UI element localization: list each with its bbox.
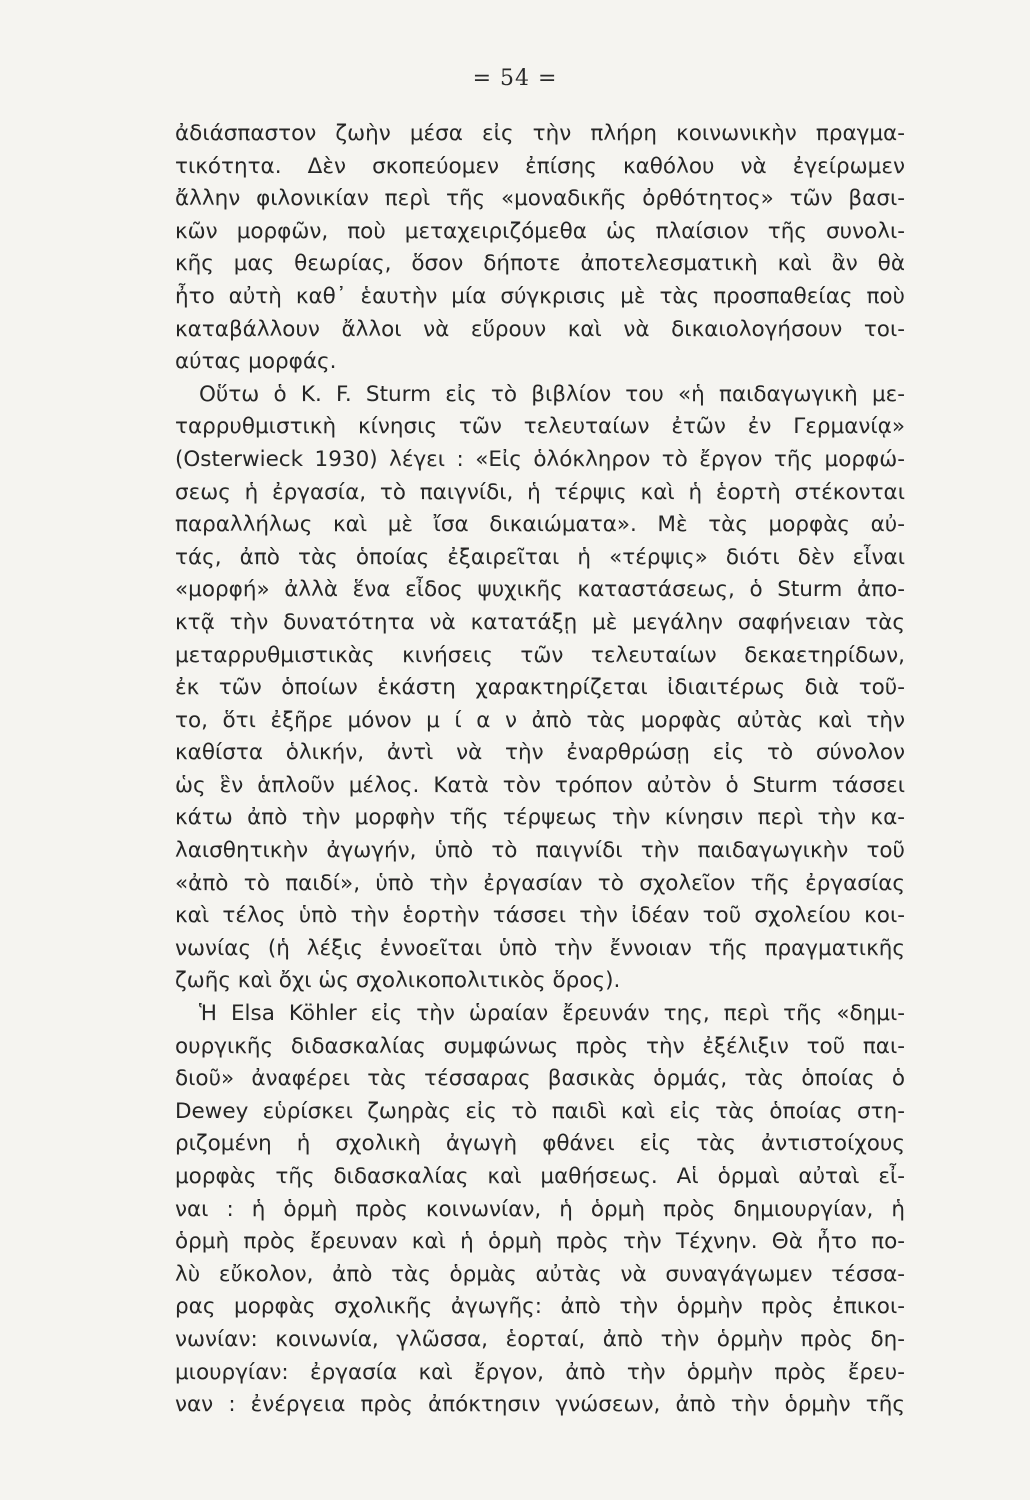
- text-line: τικότητα. Δὲν σκοπεύομεν ἐπίσης καθόλου νὰ ἐγείρωμεν: [175, 153, 905, 179]
- text-line: ἐκ τῶν ὁποίων ἑκάστη χαρακτηρίζεται ἰδιαιτέρως διὰ τοῦ-: [175, 675, 905, 701]
- text-line: Ἡ Elsa Köhler εἰς τὴν ὡραίαν ἔρευνάν της, περὶ τῆς «δημι-: [199, 1001, 905, 1027]
- text-line: το, ὅτι ἐξῆρε μόνον μ ί α ν ἀπὸ τὰς μορφὰς αὐτὰς καὶ τὴν: [175, 707, 905, 733]
- text-line: τάς, ἀπὸ τὰς ὁποίας ἐξαιρεῖται ἡ «τέρψις» διότι δὲν εἶναι: [175, 544, 905, 570]
- text-line: νωνίας (ἡ λέξις ἐννοεῖται ὑπὸ τὴν ἔννοιαν τῆς πραγματικῆς: [175, 935, 905, 961]
- text-line: ἦτο αὐτὴ καθ᾽ ἑαυτὴν μία σύγκρισις μὲ τὰς προσπαθείας ποὺ: [175, 283, 905, 309]
- text-line: καταβάλλουν ἄλλοι νὰ εὕρουν καὶ νὰ δικαιολογήσουν τοι-: [175, 316, 905, 342]
- text-line: καθίστα ὁλικήν, ἀντὶ νὰ τὴν ἐναρθρώσῃ εἰς τὸ σύνολον: [175, 740, 905, 766]
- text-line: διοῦ» ἀναφέρει τὰς τέσσαρας βασικὰς ὁρμάς, τὰς ὁποίας ὁ: [175, 1066, 905, 1092]
- text-line: νωνίαν: κοινωνία, γλῶσσα, ἑορταί, ἀπὸ τὴν ὁρμὴν πρὸς δη-: [175, 1326, 905, 1352]
- text-line: κτᾷ τὴν δυνατότητα νὰ κατατάξῃ μὲ μεγάλην σαφήνειαν τὰς: [175, 609, 905, 635]
- text-line: ναι : ἡ ὁρμὴ πρὸς κοινωνίαν, ἡ ὁρμὴ πρὸς δημιουργίαν, ἡ: [175, 1196, 905, 1222]
- text-line: κῶν μορφῶν, ποὺ μεταχειριζόμεθα ὡς πλαίσιον τῆς συνολι-: [175, 218, 905, 244]
- text-line: μορφὰς τῆς διδασκαλίας καὶ μαθήσεως. Αἱ ὁρμαὶ αὐταὶ εἶ-: [175, 1164, 905, 1189]
- text-line: αύτας μορφάς.: [175, 349, 337, 375]
- text-line: λαισθητικὴν ἀγωγήν, ὑπὸ τὸ παιγνίδι τὴν παιδαγωγικὴν τοῦ: [175, 838, 905, 864]
- text-line: ταρρυθμιστικὴ κίνησις τῶν τελευταίων ἐτῶν ἐν Γερμανίᾳ»: [175, 414, 905, 440]
- text-line: «μορφή» ἀλλὰ ἕνα εἶδος ψυχικῆς καταστάσεως, ὁ Sturm ἀπο-: [175, 577, 905, 603]
- text-line: ριζομένη ἡ σχολικὴ ἀγωγὴ φθάνει εἰς τὰς ἀντιστοίχους: [175, 1131, 905, 1157]
- text-line: ζωῆς καὶ ὄχι ὡς σχολικοπολιτικὸς ὅρος).: [175, 968, 621, 994]
- page-number: = 54 =: [472, 66, 558, 91]
- text-line: σεως ἡ ἐργασία, τὸ παιγνίδι, ἡ τέρψις καὶ ἡ ἑορτὴ στέκονται: [175, 479, 905, 505]
- text-line: ρας μορφὰς σχολικῆς ἀγωγῆς: ἀπὸ τὴν ὁρμὴν πρὸς ἐπικοι-: [175, 1294, 905, 1320]
- text-line: μιουργίαν: ἐργασία καὶ ἔργον, ἀπὸ τὴν ὁρμὴν πρὸς ἔρευ-: [175, 1359, 905, 1385]
- text-line: (Osterwieck 1930) λέγει : «Εἰς ὁλόκληρον τὸ ἔργον τῆς μορφώ-: [175, 446, 905, 472]
- text-line: ουργικῆς διδασκαλίας συμφώνως πρὸς τὴν ἐξέλιξιν τοῦ παι-: [175, 1033, 905, 1059]
- text-line: «ἀπὸ τὸ παιδί», ὑπὸ τὴν ἐργασίαν τὸ σχολεῖον τῆς ἐργασίας: [175, 870, 905, 896]
- text-line: παραλλήλως καὶ μὲ ἴσα δικαιώματα». Μὲ τὰς μορφὰς αὐ-: [175, 512, 905, 538]
- text-line: Dewey εὑρίσκει ζωηρὰς εἰς τὸ παιδὶ καὶ εἰς τὰς ὁποίας στη-: [175, 1098, 905, 1124]
- text-line: λὺ εὔκολον, ἀπὸ τὰς ὁρμὰς αὐτὰς νὰ συναγάγωμεν τέσσα-: [175, 1261, 905, 1287]
- text-line: ὡς ἓν ἁπλοῦν μέλος. Κατὰ τὸν τρόπον αὐτὸν ὁ Sturm τάσσει: [175, 772, 905, 798]
- text-line: ναν : ἐνέργεια πρὸς ἀπόκτησιν γνώσεων, ἀπὸ τὴν ὁρμὴν τῆς: [175, 1392, 905, 1418]
- text-line: κῆς μας θεωρίας, ὅσον δήποτε ἀποτελεσματικὴ καὶ ἂν θὰ: [175, 251, 905, 277]
- text-line: κάτω ἀπὸ τὴν μορφὴν τῆς τέρψεως τὴν κίνησιν περὶ τὴν κα-: [175, 805, 905, 831]
- body-text: [175, 118, 905, 1422]
- text-line: καὶ τέλος ὑπὸ τὴν ἑορτὴν τάσσει τὴν ἰδέαν τοῦ σχολείου κοι-: [175, 903, 905, 929]
- text-line: μεταρρυθμιστικὰς κινήσεις τῶν τελευταίων δεκαετηρίδων,: [175, 642, 905, 668]
- text-line: ὁρμὴ πρὸς ἔρευναν καὶ ἡ ὁρμὴ πρὸς τὴν Τέχνην. Θὰ ἦτο πο-: [175, 1229, 905, 1255]
- text-line: ἀδιάσπαστον ζωὴν μέσα εἰς τὴν πλήρη κοινωνικὴν πραγμα-: [175, 121, 905, 146]
- text-line: ἄλλην φιλονικίαν περὶ τῆς «μοναδικῆς ὀρθότητος» τῶν βασι-: [175, 186, 905, 212]
- text-line: Οὕτω ὁ Κ. F. Sturm εἰς τὸ βιβλίον του «ἡ παιδαγωγικὴ με-: [199, 381, 905, 407]
